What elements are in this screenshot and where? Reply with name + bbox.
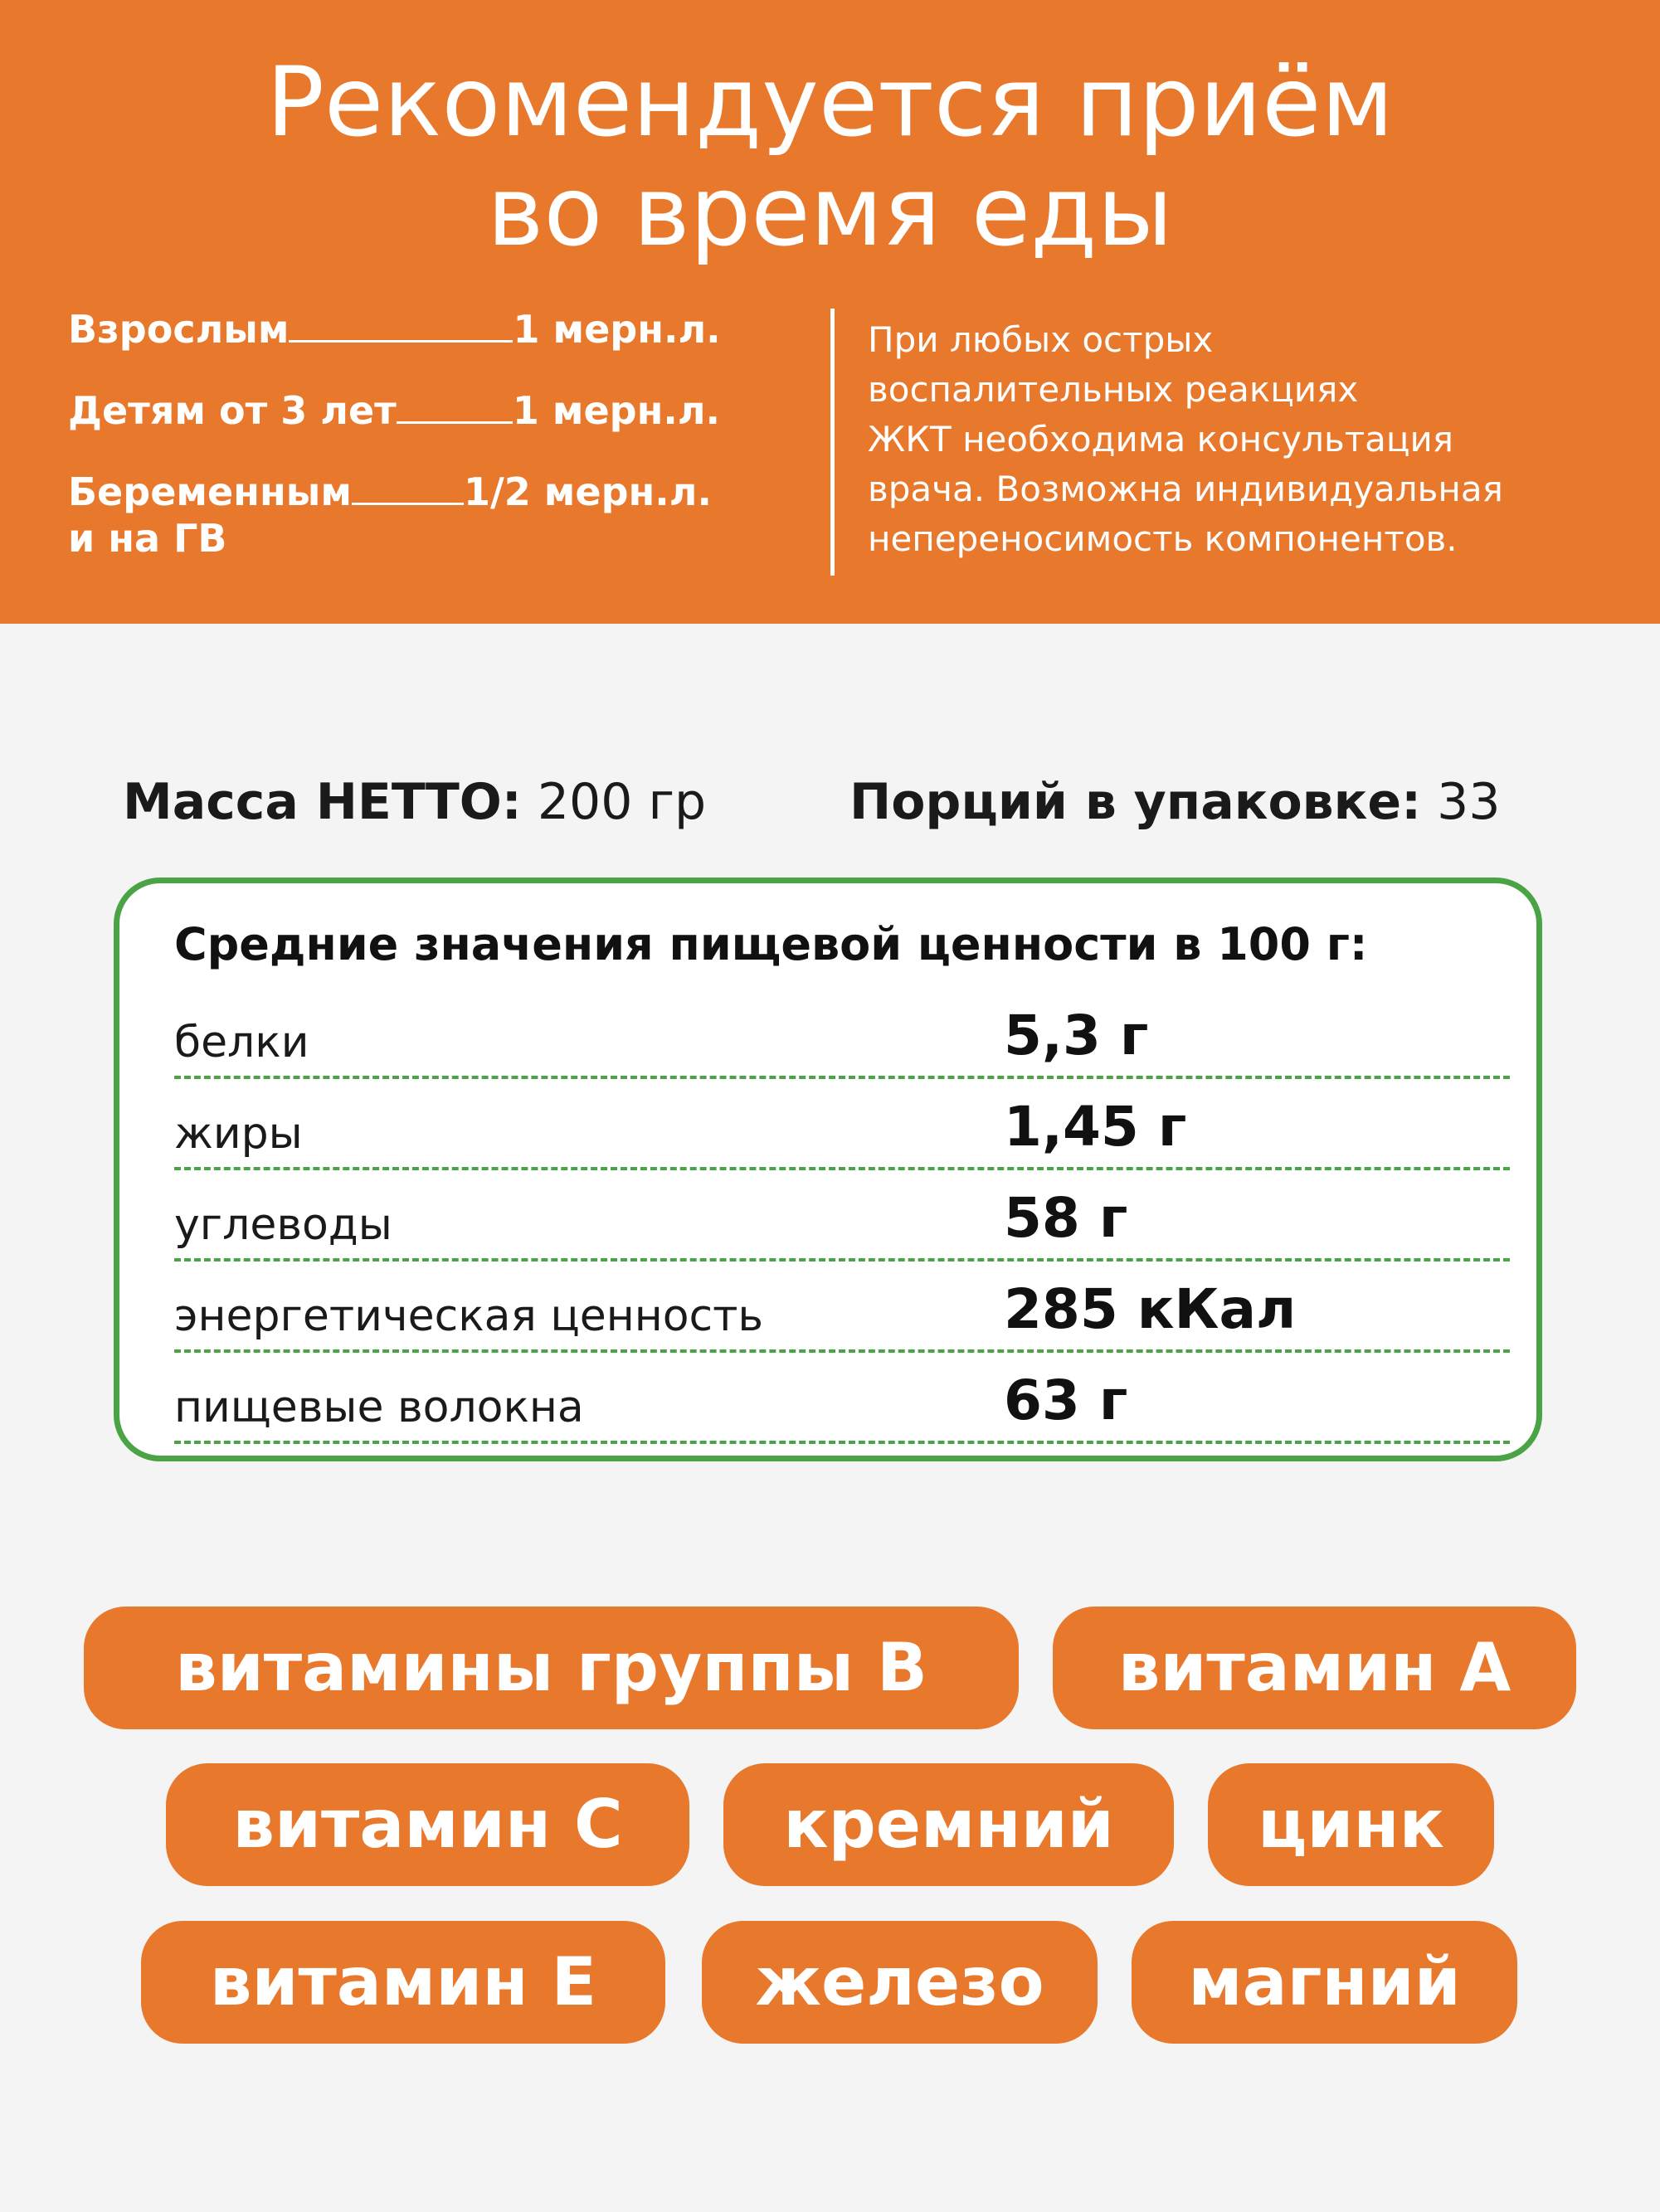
dosage-amount: 1 мерн.л. (513, 307, 721, 352)
net-weight-label: Масса НЕТТО: (123, 773, 522, 831)
dosage-label: Детям от 3 лет (68, 388, 397, 433)
badge-silicon: кремний (723, 1763, 1174, 1886)
dosage-row-adults (68, 307, 798, 352)
warning-line: ЖКТ необходима консультация (868, 419, 1454, 459)
dosage-row-children (68, 388, 798, 433)
nutrition-row-carbs (174, 1172, 1510, 1262)
header-divider (830, 309, 835, 576)
nutrition-row-fat (174, 1081, 1510, 1170)
header-banner (0, 0, 1660, 624)
nutrient-name: жиры (174, 1109, 303, 1159)
dotted-divider (174, 1349, 1510, 1353)
nutrient-name: углеводы (174, 1200, 392, 1250)
title-line-2: во время еды (487, 156, 1173, 268)
dosage-line (289, 310, 513, 343)
warning-line: При любых острых (868, 319, 1214, 360)
dotted-divider (174, 1258, 1510, 1262)
portions-value: 33 (1437, 773, 1501, 831)
badge-iron: железо (702, 1921, 1098, 2044)
badge-vitamin-b: витамины группы В (84, 1607, 1019, 1729)
dosage-amount: 1/2 мерн.л. (463, 469, 712, 514)
warning-line: врача. Возможна индивидуальная (868, 469, 1503, 509)
portions-count (849, 773, 1501, 831)
badge-zinc: цинк (1208, 1763, 1494, 1886)
portions-label: Порций в упаковке: (849, 773, 1422, 831)
badge-vitamin-e: витамин Е (141, 1921, 665, 2044)
dosage-amount: 1 мерн.л. (512, 388, 721, 433)
nutrition-table (114, 878, 1542, 1461)
badge-magnesium: магний (1132, 1921, 1517, 2044)
warning-line: воспалительных реакциях (868, 369, 1359, 410)
badge-vitamin-c: витамин С (166, 1763, 689, 1886)
nutrient-name: белки (174, 1018, 309, 1067)
warning-text (868, 315, 1631, 564)
warning-line: непереносимость компонентов. (868, 518, 1458, 559)
dosage-note: и на ГВ (68, 516, 227, 561)
nutrient-name: пищевые волокна (174, 1383, 584, 1432)
dosage-line (352, 473, 464, 505)
nutrient-value: 5,3 г (1004, 1004, 1149, 1067)
nutrient-value: 1,45 г (1004, 1095, 1187, 1159)
nutrition-row-protein (174, 989, 1510, 1079)
dosage-line (397, 391, 513, 424)
dosage-label: Беременным (68, 469, 352, 514)
dotted-divider (174, 1167, 1510, 1170)
badge-vitamin-a: витамин А (1053, 1607, 1576, 1729)
nutrition-row-fiber (174, 1354, 1510, 1444)
nutrition-title: Средние значения пищевой ценности в 100 г: (174, 918, 1368, 970)
dosage-label: Взрослым (68, 307, 290, 352)
page-title (0, 48, 1660, 267)
dotted-divider (174, 1441, 1510, 1444)
nutrient-value: 58 г (1004, 1186, 1128, 1250)
title-line-1: Рекомендуется приём (265, 46, 1395, 158)
net-weight (123, 773, 706, 831)
nutrient-name: энергетическая ценность (174, 1291, 764, 1341)
net-weight-value: 200 гр (537, 773, 707, 831)
nutrient-value: 285 кКал (1004, 1277, 1297, 1341)
dotted-divider (174, 1076, 1510, 1079)
nutrient-value: 63 г (1004, 1369, 1128, 1432)
dosage-row-pregnant (68, 469, 798, 561)
nutrition-row-energy (174, 1263, 1510, 1353)
